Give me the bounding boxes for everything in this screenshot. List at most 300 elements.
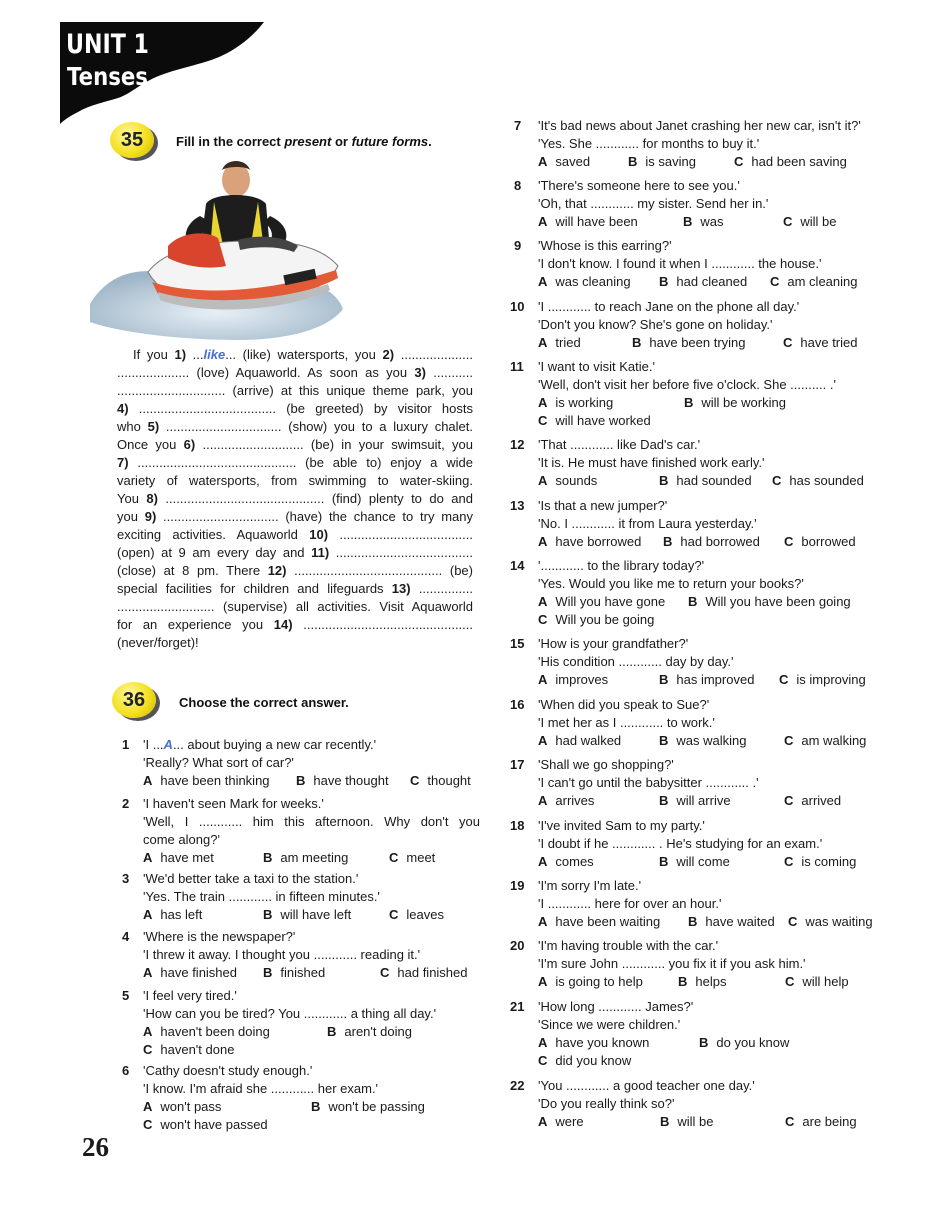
example-answer: A: [163, 737, 173, 752]
option-letter: B: [663, 534, 673, 549]
option-text: will have left: [280, 907, 352, 922]
page-number: 26: [82, 1132, 109, 1162]
option-text: haven't been doing: [160, 1024, 270, 1039]
question-text: 'Don't you know? She's gone on holiday.': [538, 317, 773, 332]
passage-text: (open) at 9 am every day and: [117, 545, 312, 560]
option-letter: C: [538, 413, 548, 428]
option-text: had finished: [397, 965, 468, 980]
passage-text: ............................ (be) in your swimsuit, you: [195, 437, 473, 452]
option-a: [538, 973, 643, 991]
passage-text: ...................................... (be greeted) by visitor hosts: [128, 401, 473, 416]
option-a: [538, 593, 665, 611]
question-text: 'I ............ to reach Jane on the phone all day.': [538, 299, 800, 314]
option-letter: C: [779, 672, 789, 687]
option-letter: B: [699, 1035, 709, 1050]
option-text: is coming: [801, 854, 857, 869]
option-b: [263, 849, 348, 867]
passage-line: [117, 346, 473, 364]
option-letter: B: [688, 594, 698, 609]
question-number: 10: [510, 299, 525, 314]
question-text: 'Do you really think so?': [538, 1096, 675, 1111]
option-text: has left: [160, 907, 203, 922]
option-letter: C: [389, 907, 399, 922]
option-text: haven't done: [160, 1042, 235, 1057]
option-text: have you known: [555, 1035, 650, 1050]
option-a: [143, 906, 202, 924]
option-letter: C: [784, 854, 794, 869]
question-text: 'I doubt if he ............ . He's studying for an exam.': [538, 836, 823, 851]
option-letter: C: [784, 793, 794, 808]
option-text: did you know: [555, 1053, 632, 1068]
option-text: finished: [280, 965, 326, 980]
question-number: 12: [510, 437, 525, 452]
question-text: 'There's someone here to see you.': [538, 178, 740, 193]
option-c: [380, 964, 468, 982]
gap-number: 5): [147, 419, 160, 434]
question-number: 17: [510, 757, 525, 772]
option-text: meet: [406, 850, 436, 865]
option-letter: A: [143, 1024, 153, 1039]
passage-line: [117, 436, 473, 454]
option-letter: C: [783, 335, 793, 350]
question-text: 'I know. I'm afraid she ............ her exam.': [143, 1081, 379, 1096]
option-b: [688, 913, 775, 931]
option-c: [538, 412, 651, 430]
option-b: [327, 1023, 412, 1041]
option-letter: A: [538, 395, 548, 410]
option-text: have been waiting: [555, 914, 661, 929]
option-letter: C: [538, 612, 548, 627]
question-number: 13: [510, 498, 525, 513]
passage-text: ................................ (show) you to a luxury chalet.: [159, 419, 473, 434]
passage-line: [117, 562, 473, 580]
option-a: [538, 792, 594, 810]
option-a: [538, 533, 641, 551]
question-14: [538, 557, 876, 593]
question-number: 3: [122, 871, 130, 886]
question-number: 19: [510, 878, 525, 893]
option-b: [684, 394, 786, 412]
passage-text: ............................................ (find) plenty to do and: [157, 491, 473, 506]
question-text: 'How can you be tired? You ............ a thing all day.': [143, 1006, 437, 1021]
option-a: [538, 334, 581, 352]
option-c: [785, 1113, 857, 1131]
option-a: [538, 1113, 584, 1131]
question-number: 22: [510, 1078, 525, 1093]
passage-text: ... (like) watersports, you: [225, 347, 383, 362]
option-c: [788, 913, 873, 931]
question-number: 15: [510, 636, 525, 651]
option-text: improves: [555, 672, 609, 687]
question-2: [143, 795, 480, 849]
option-letter: C: [380, 965, 390, 980]
option-text: will arrive: [676, 793, 731, 808]
option-text: had borrowed: [680, 534, 760, 549]
section-title: Tenses: [67, 62, 148, 91]
option-a: [143, 1098, 221, 1116]
question-number: 14: [510, 558, 525, 573]
question-text: 'I met her as I ............ to work.': [538, 715, 715, 730]
option-text: do you know: [716, 1035, 790, 1050]
option-letter: A: [538, 1035, 548, 1050]
option-c: [734, 153, 847, 171]
option-b: [659, 671, 754, 689]
passage-text: ............................................ (be able to) enjoy a wide: [128, 455, 473, 470]
passage-text: .............................. (arrive) at this unique theme park, you: [117, 383, 473, 398]
option-c: [538, 1052, 631, 1070]
question-text: 'Is that a new jumper?': [538, 498, 668, 513]
option-b: [263, 906, 351, 924]
gap-number: 4): [117, 401, 129, 416]
option-c: [772, 472, 864, 490]
passage-text: Once you: [117, 437, 184, 452]
passage-line: [117, 508, 473, 526]
gap-number: 1): [174, 347, 187, 362]
option-text: am meeting: [280, 850, 349, 865]
option-text: had sounded: [676, 473, 752, 488]
option-letter: C: [785, 1114, 795, 1129]
option-b: [688, 593, 851, 611]
question-number: 20: [510, 938, 525, 953]
question-7: [538, 117, 876, 153]
passage-text: ................................ (have) the chance to try many: [156, 509, 473, 524]
option-letter: B: [296, 773, 306, 788]
question-text: 'It is. He must have finished work early.': [538, 455, 765, 470]
question-number: 4: [122, 929, 130, 944]
question-1: [143, 736, 480, 772]
option-text: have tried: [800, 335, 858, 350]
option-c: [779, 671, 866, 689]
option-b: [659, 732, 746, 750]
option-text: were: [555, 1114, 584, 1129]
question-text: 'You ............ a good teacher one day.': [538, 1078, 755, 1093]
option-c: [389, 849, 435, 867]
exercise-35-badge: 35: [110, 122, 154, 158]
passage-text: special facilities for children and lifeguards: [117, 581, 392, 596]
option-letter: A: [538, 473, 548, 488]
option-text: will be: [677, 1114, 714, 1129]
question-text: 'Well, don't visit her before five o'clock. She .......... .': [538, 377, 836, 392]
option-a: [143, 1023, 270, 1041]
passage-line: [117, 526, 473, 544]
passage-text: you: [117, 509, 145, 524]
question-4: [143, 928, 480, 964]
option-text: will have been: [555, 214, 638, 229]
option-c: [538, 611, 654, 629]
question-9: [538, 237, 876, 273]
gap-number: 9): [144, 509, 157, 524]
option-text: thought: [427, 773, 471, 788]
gap-number: 3): [414, 365, 426, 380]
option-c: [783, 213, 837, 231]
option-text: was walking: [676, 733, 747, 748]
question-15: [538, 635, 876, 671]
option-text: are being: [802, 1114, 857, 1129]
gap-number: 6): [183, 437, 196, 452]
passage-text: ...............................................: [292, 617, 473, 632]
question-21: [538, 998, 876, 1034]
question-number: 18: [510, 818, 525, 833]
passage-line: [117, 382, 473, 400]
question-text: 'I've invited Sam to my party.': [538, 818, 705, 833]
passage-text: who: [117, 419, 148, 434]
question-text: 'Where is the newspaper?': [143, 929, 296, 944]
option-letter: A: [538, 1114, 548, 1129]
option-letter: C: [389, 850, 399, 865]
option-letter: A: [538, 534, 548, 549]
option-letter: B: [632, 335, 642, 350]
option-text: won't pass: [160, 1099, 222, 1114]
question-20: [538, 937, 876, 973]
question-number: 6: [122, 1063, 130, 1078]
option-text: aren't doing: [344, 1024, 412, 1039]
option-c: [410, 772, 471, 790]
gap-number: 11): [311, 545, 330, 560]
question-number: 5: [122, 988, 130, 1003]
option-a: [538, 394, 613, 412]
question-number: 16: [510, 697, 525, 712]
question-22: [538, 1077, 876, 1113]
option-text: will have worked: [555, 413, 651, 428]
question-text: 'When did you speak to Sue?': [538, 697, 710, 712]
option-a: [538, 853, 594, 871]
option-letter: C: [143, 1042, 153, 1057]
option-letter: C: [784, 733, 794, 748]
option-text: am walking: [801, 733, 867, 748]
option-c: [783, 334, 857, 352]
example-answer: like: [203, 347, 226, 362]
question-text: '............ to the library today?': [538, 558, 705, 573]
question-11: [538, 358, 876, 394]
option-letter: B: [659, 733, 669, 748]
gap-number: 2): [382, 347, 395, 362]
passage-line: [117, 472, 473, 490]
option-text: will help: [802, 974, 849, 989]
option-letter: B: [311, 1099, 321, 1114]
option-letter: C: [788, 914, 798, 929]
question-text: 'That ............ like Dad's car.': [538, 437, 701, 452]
option-text: had cleaned: [676, 274, 748, 289]
passage-text: for an experience you: [117, 617, 274, 632]
question-text: 'Shall we go shopping?': [538, 757, 674, 772]
option-text: was cleaning: [555, 274, 631, 289]
option-text: Will you have gone: [555, 594, 666, 609]
option-letter: B: [628, 154, 638, 169]
option-letter: B: [659, 793, 669, 808]
option-text: will be: [800, 214, 837, 229]
option-letter: C: [143, 1117, 153, 1132]
option-text: have finished: [160, 965, 238, 980]
option-letter: B: [263, 850, 273, 865]
option-a: [538, 732, 621, 750]
question-number: 2: [122, 796, 130, 811]
option-b: [296, 772, 389, 790]
question-text: 'Well, I ............ him this afternoon. Why don't you: [143, 814, 480, 829]
gap-number: 8): [146, 491, 158, 506]
option-letter: A: [538, 914, 548, 929]
question-text: 'No. I ............ it from Laura yesterday.': [538, 516, 757, 531]
option-b: [699, 1034, 789, 1052]
option-letter: C: [734, 154, 744, 169]
question-text: 'I'm having trouble with the car.': [538, 938, 719, 953]
option-letter: A: [538, 335, 548, 350]
option-b: [628, 153, 696, 171]
passage-text: (never/forget)!: [117, 635, 199, 650]
question-text: come along?': [143, 832, 220, 847]
option-b: [311, 1098, 425, 1116]
option-letter: B: [659, 854, 669, 869]
passage-text: ....................: [394, 347, 473, 362]
option-text: saved: [555, 154, 591, 169]
option-text: will come: [676, 854, 730, 869]
option-text: arrives: [555, 793, 595, 808]
option-text: will be working: [701, 395, 786, 410]
option-text: had walked: [555, 733, 622, 748]
question-18: [538, 817, 876, 853]
question-5: [143, 987, 480, 1023]
option-a: [538, 273, 631, 291]
question-text: 'Really? What sort of car?': [143, 755, 294, 770]
option-letter: A: [143, 850, 153, 865]
jet-ski-illustration: [88, 154, 346, 344]
option-b: [663, 533, 760, 551]
option-b: [632, 334, 746, 352]
option-a: [538, 153, 590, 171]
question-8: [538, 177, 876, 213]
option-text: Will you have been going: [705, 594, 851, 609]
option-letter: B: [263, 965, 273, 980]
option-letter: B: [327, 1024, 337, 1039]
option-text: was waiting: [805, 914, 873, 929]
option-text: have been thinking: [160, 773, 270, 788]
option-letter: C: [538, 1053, 548, 1068]
option-a: [538, 913, 660, 931]
option-a: [143, 849, 214, 867]
option-text: borrowed: [801, 534, 856, 549]
option-letter: A: [538, 154, 548, 169]
question-text: 'We'd better take a taxi to the station.': [143, 871, 359, 886]
option-letter: B: [683, 214, 693, 229]
option-letter: A: [538, 974, 548, 989]
gap-number: 14): [273, 617, 293, 632]
question-text: 'It's bad news about Janet crashing her new car, isn't it?': [538, 118, 861, 133]
exercise-35-passage: [117, 346, 473, 652]
option-text: arrived: [801, 793, 842, 808]
gap-number: 13): [391, 581, 411, 596]
option-c: [785, 973, 849, 991]
option-c: [784, 533, 856, 551]
question-text: 'Cathy doesn't study enough.': [143, 1063, 313, 1078]
passage-line: [117, 418, 473, 436]
option-letter: A: [538, 854, 548, 869]
option-c: [143, 1116, 268, 1134]
passage-text: You: [117, 491, 147, 506]
option-text: won't be passing: [328, 1099, 425, 1114]
passage-line: [117, 544, 473, 562]
option-text: have met: [160, 850, 214, 865]
question-10: [538, 298, 876, 334]
question-text: 'I feel very tired.': [143, 988, 237, 1003]
question-number: 8: [514, 178, 522, 193]
passage-text: variety of watersports, from swimming to water-skiing.: [117, 473, 473, 488]
option-text: won't have passed: [160, 1117, 268, 1132]
option-letter: B: [678, 974, 688, 989]
passage-line: [117, 490, 473, 508]
question-3: [143, 870, 480, 906]
option-a: [143, 964, 237, 982]
exercise-36-title: Choose the correct answer.: [179, 695, 349, 710]
question-text: 'I want to visit Katie.': [538, 359, 655, 374]
question-text: 'Yes. She ............ for months to buy it.': [538, 136, 760, 151]
question-19: [538, 877, 876, 913]
passage-text: If you: [133, 347, 175, 362]
option-letter: A: [143, 907, 153, 922]
option-text: have waited: [705, 914, 775, 929]
option-c: [784, 732, 866, 750]
passage-text: (close) at 8 pm. There: [117, 563, 268, 578]
option-a: [538, 213, 638, 231]
passage-text: ...........: [425, 365, 474, 380]
option-letter: B: [684, 395, 694, 410]
option-letter: B: [660, 1114, 670, 1129]
passage-line: [117, 580, 473, 598]
option-letter: B: [659, 473, 669, 488]
option-letter: C: [783, 214, 793, 229]
question-text: 'How long ............ James?': [538, 999, 694, 1014]
passage-line: [117, 400, 473, 418]
option-c: [770, 273, 858, 291]
question-number: 1: [122, 737, 130, 752]
option-c: [143, 1041, 234, 1059]
option-c: [389, 906, 444, 924]
question-number: 7: [514, 118, 522, 133]
option-b: [659, 472, 752, 490]
question-text: 'I ............ here for over an hour.': [538, 896, 722, 911]
passage-text: ........................... (supervise) all activities. Visit Aquaworld: [117, 599, 473, 614]
option-c: [784, 792, 841, 810]
question-12: [538, 436, 876, 472]
question-text: 'I haven't seen Mark for weeks.': [143, 796, 324, 811]
option-a: [538, 1034, 649, 1052]
exercise-35-title: Fill in the correct present or future forms.: [176, 134, 432, 149]
option-text: helps: [695, 974, 727, 989]
option-letter: A: [143, 1099, 153, 1114]
passage-line: [117, 364, 473, 382]
option-text: have borrowed: [555, 534, 642, 549]
passage-text: exciting activities. Aquaworld: [117, 527, 310, 542]
question-13: [538, 497, 876, 533]
option-text: comes: [555, 854, 594, 869]
gap-number: 12): [267, 563, 287, 578]
gap-number: 7): [117, 455, 129, 470]
option-letter: C: [770, 274, 780, 289]
option-b: [659, 273, 747, 291]
option-text: am cleaning: [787, 274, 858, 289]
option-letter: C: [410, 773, 420, 788]
option-letter: A: [538, 594, 548, 609]
option-b: [659, 853, 730, 871]
question-number: 21: [510, 999, 525, 1014]
option-letter: B: [659, 274, 669, 289]
option-text: has sounded: [789, 473, 864, 488]
option-b: [659, 792, 731, 810]
option-letter: B: [688, 914, 698, 929]
passage-line: [117, 454, 473, 472]
option-b: [660, 1113, 714, 1131]
question-number: 9: [514, 238, 522, 253]
option-text: has improved: [676, 672, 755, 687]
option-text: have been trying: [649, 335, 746, 350]
